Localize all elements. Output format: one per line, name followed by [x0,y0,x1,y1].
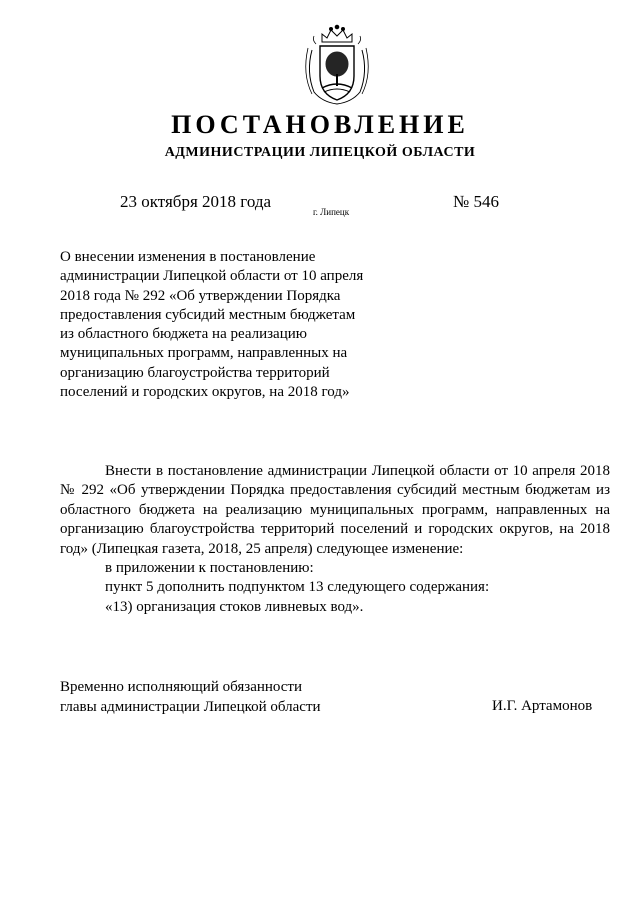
body-line: организацию благоустройства территорий поселений и городских округов, на 2018 [60,521,610,538]
body-line: № 292 «Об утверждении Порядка предоставления субсидий местным бюджетам из [60,482,610,499]
body-item-line: в приложении к постановлению: [105,560,314,577]
subject-line: поселений и городских округов, на 2018 год» [60,384,350,401]
subject-line: организацию благоустройства территорий [60,364,330,381]
body-line: год» (Липецкая газета, 2018, 25 апреля) следующее изменение: [60,540,464,557]
signatory-name: И.Г. Артамонов [492,698,593,714]
document-city: г. Липецк [313,207,350,217]
subject-line: из областного бюджета на реализацию [60,326,307,343]
document-body [60,462,610,617]
subject-line: администрации Липецкой области от 10 апреля [60,268,364,285]
document-subject [60,248,420,402]
subject-line: О внесении изменения в постановление [60,249,316,265]
coat-of-arms-icon [300,22,374,106]
document-title: ПОСТАНОВЛЕНИЕ [171,110,469,139]
subject-line: предоставления субсидий местным бюджетам [60,306,356,323]
body-item-line: «13) организация стоков ливневых вод». [105,598,364,615]
body-line: областного бюджета на реализацию муниципальных программ, направленных на [60,501,610,518]
body-line: Внести в постановление администрации Липецкой области от 10 апреля 2018 [105,463,610,479]
subject-line: муниципальных программ, направленных на [60,345,348,362]
signatory-position-line: Временно исполняющий обязанности [60,679,303,695]
document-date: 23 октября 2018 года [120,192,272,211]
signatory-position-line: главы администрации Липецкой области [60,698,321,715]
signatory-position [60,678,321,717]
subject-line: 2018 года № 292 «Об утверждении Порядка [60,287,341,304]
issuing-authority: АДМИНИСТРАЦИИ ЛИПЕЦКОЙ ОБЛАСТИ [164,145,476,160]
body-item-line: пункт 5 дополнить подпунктом 13 следующего содержания: [105,579,490,596]
document-number: № 546 [453,192,499,211]
